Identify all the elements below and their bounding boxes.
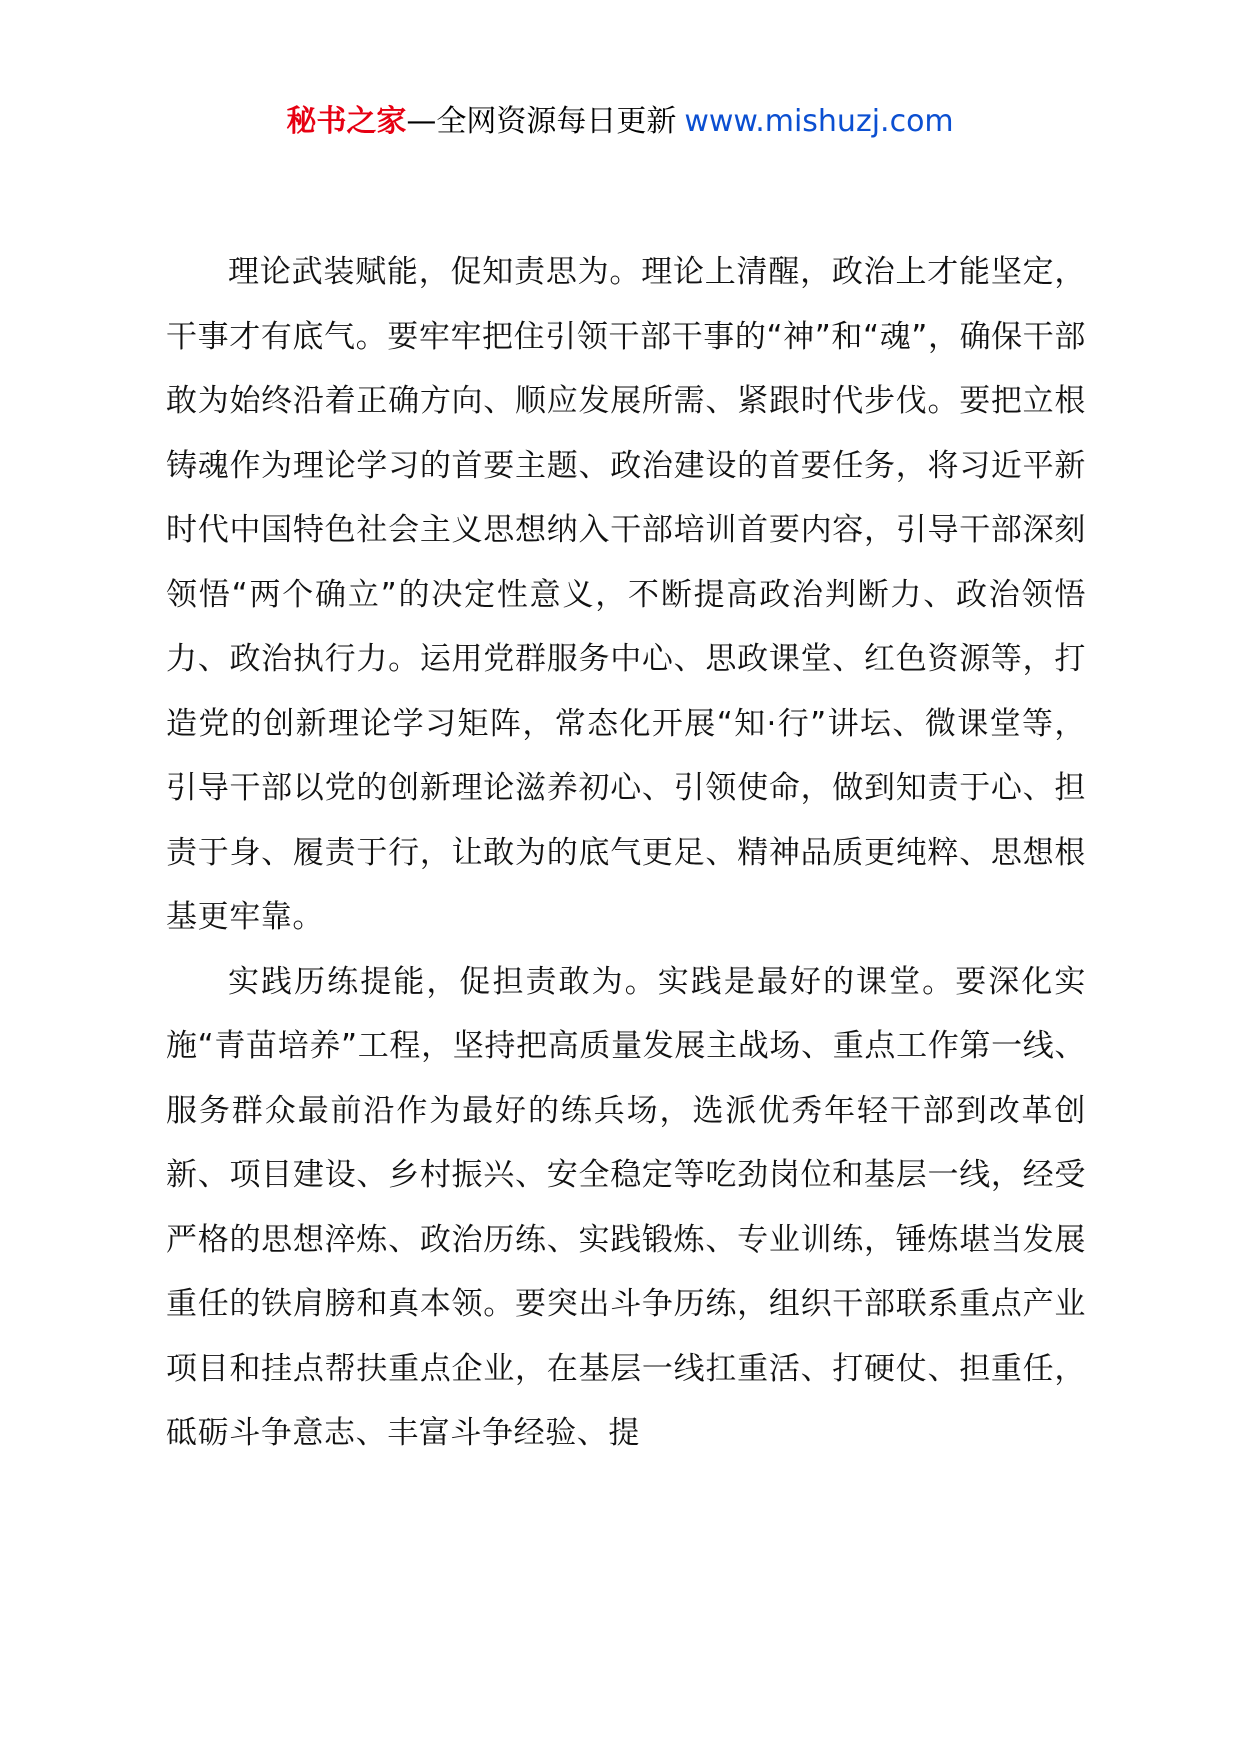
article-body (166, 240, 1086, 1466)
website-url[interactable]: www.mishuzj.com (684, 104, 954, 139)
brand-name: 秘书之家 (286, 104, 407, 139)
paragraph-theory: 理论武装赋能，促知责思为。理论上清醒，政治上才能坚定，干事才有底气。要牢牢把住引领干部干事的“神”和“魂”，确保干部敢为始终沿着正确方向、顺应发展所需、紧跟时代步伐。要把立根铸魂作为理论学习的首要主题、政治建设的首要任务，将习近平新时代中国特色社会主义思想纳入干部培训首要内容，引导干部深刻领悟“两个确立”的决定性意义，不断提高政治判断力、政治领悟力、政治执行力。运用党群服务中心、思政课堂、红色资源等，打造党的创新理论学习矩阵，常态化开展“知·行”讲坛、微课堂等，引导干部以党的创新理论滋养初心、引领使命，做到知责于心、担责于身、履责于行，让敢为的底气更足、精神品质更纯粹、思想根基更牢靠。 (166, 254, 1086, 935)
paragraph-practice: 实践历练提能，促担责敢为。实践是最好的课堂。要深化实施“青苗培养”工程，坚持把高质量发展主战场、重点工作第一线、服务群众最前沿作为最好的练兵场，选派优秀年轻干部到改革创新、项目建设、乡村振兴、安全稳定等吃劲岗位和基层一线，经受严格的思想淬炼、政治历练、实践锻炼、专业训练，锤炼堪当发展重任的铁肩膀和真本领。要突出斗争历练，组织干部联系重点产业项目和挂点帮扶重点企业，在基层一线扛重活、打硬仗、担重任，砥砺斗争意志、丰富斗争经验、提 (166, 963, 1086, 1451)
page-header (0, 102, 1240, 142)
header-slogan: —全网资源每日更新 (406, 104, 677, 139)
